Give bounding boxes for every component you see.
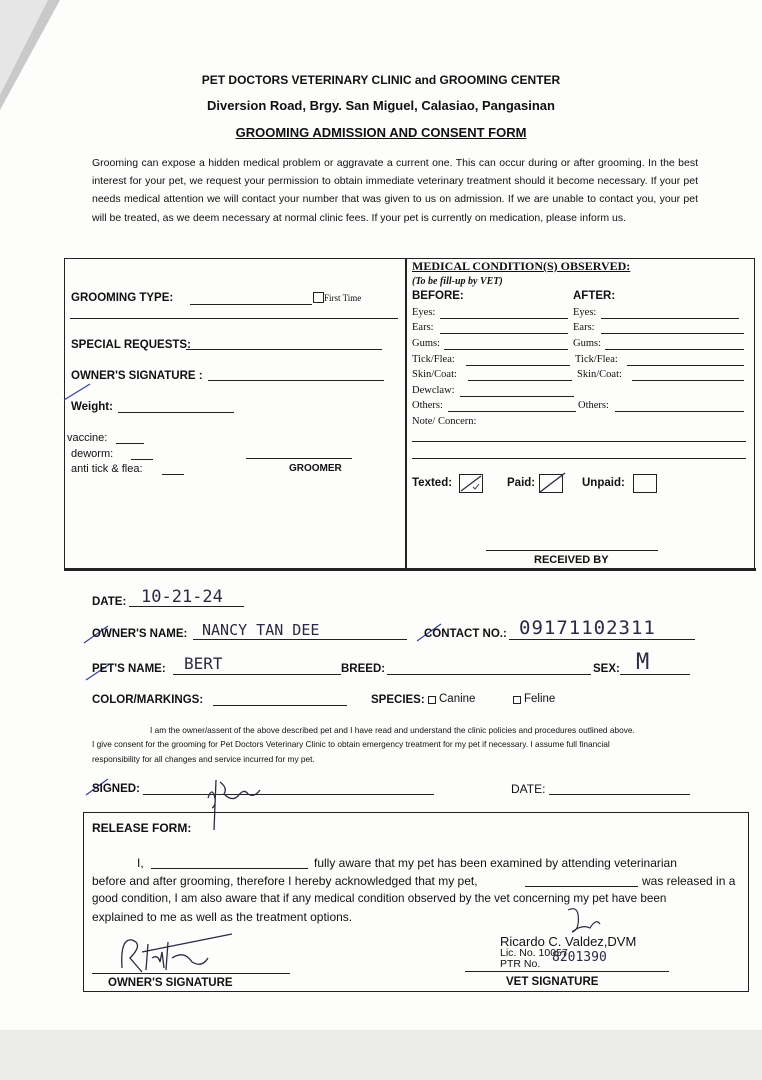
before-tick-flea-label: Tick/Flea: — [412, 354, 455, 365]
release-text-5: explained to me as well as the treatment options. — [92, 910, 353, 924]
note-line-1[interactable] — [412, 441, 746, 442]
release-text-3: was released in a — [642, 874, 736, 888]
before-skin-coat-field[interactable] — [468, 380, 572, 381]
before-dewclaw-field[interactable] — [460, 396, 574, 397]
after-tick-flea-label: Tick/Flea: — [575, 354, 618, 365]
release-pet-field[interactable] — [525, 886, 638, 887]
before-eyes-label: Eyes: — [412, 307, 436, 318]
first-time-label: First Time — [324, 293, 362, 303]
canine-checkbox[interactable] — [428, 696, 436, 704]
groomer-signature-field[interactable] — [246, 458, 352, 459]
before-others-field[interactable] — [448, 411, 576, 412]
before-skin-coat-label: Skin/Coat: — [412, 369, 457, 380]
vet-signature-scribble — [560, 904, 610, 936]
check-mark-icon — [539, 472, 567, 494]
date-label: DATE: — [92, 596, 127, 608]
before-gums-label: Gums: — [412, 338, 441, 349]
contact-label: CONTACT NO.: — [424, 628, 507, 640]
after-gums-label: Gums: — [573, 338, 602, 349]
pet-name-value: BERT — [184, 654, 223, 673]
grooming-type-extra-field[interactable] — [70, 318, 398, 319]
breed-field[interactable] — [387, 674, 591, 675]
received-by-field[interactable] — [486, 550, 658, 551]
first-time-checkbox[interactable] — [313, 292, 324, 303]
weight-label: Weight: — [71, 401, 113, 413]
page-bottom-edge — [0, 1030, 762, 1080]
medical-subtitle: (To be fill-up by VET) — [412, 276, 503, 287]
owner-name-value: NANCY TAN DEE — [202, 621, 320, 639]
medical-title: MEDICAL CONDITION(S) OBSERVED: — [412, 259, 631, 273]
contact-field[interactable] — [509, 639, 695, 640]
special-requests-label: SPECIAL REQUESTS: — [71, 339, 191, 351]
before-ears-field[interactable] — [440, 333, 568, 334]
owner-signature-scribble — [112, 928, 242, 978]
grooming-type-field[interactable] — [190, 304, 312, 305]
vet-ptr-value: 8201390 — [552, 950, 607, 965]
vaccine-label: vaccine: — [67, 432, 108, 444]
anti-tick-field[interactable] — [162, 474, 184, 475]
form-title: GROOMING ADMISSION AND CONSENT FORM — [235, 125, 527, 140]
vet-lic-no: Lic. No. 10057 — [500, 947, 568, 959]
signed-label: SIGNED: — [92, 783, 140, 795]
consent-date-field[interactable] — [549, 794, 690, 795]
grooming-medical-box — [64, 258, 755, 569]
pet-name-field[interactable] — [173, 674, 341, 675]
signed-field[interactable] — [143, 794, 434, 795]
consent-line-2: I give consent for the grooming for Pet Doctors Veterinary Clinic to obtain emergency treatment for my pet if necessary. I assume full financial — [92, 739, 610, 749]
consent-line-1: I am the owner/assent of the above described pet and I have read and understand the clinic policies and procedures outlined above. — [150, 725, 635, 735]
species-label: SPECIES: — [371, 694, 425, 706]
release-text-1: fully aware that my pet has been examined by attending veterinarian — [314, 856, 677, 870]
pet-name-label: PET'S NAME: — [92, 663, 166, 675]
check-mark-icon — [62, 380, 92, 402]
received-by-label: RECEIVED BY — [534, 554, 609, 566]
deworm-label: deworm: — [71, 448, 114, 460]
owner-signature-label: OWNER'S SIGNATURE : — [71, 370, 203, 382]
clinic-address: Diversion Road, Brgy. San Miguel, Calasiao, Pangasinan — [207, 98, 555, 113]
date-value: 10-21-24 — [141, 587, 223, 607]
release-text-4: good condition, I am also aware that if any medical condition observed by the vet concerning my pet have been — [92, 892, 667, 905]
groomer-label: GROOMER — [289, 463, 342, 474]
owner-name-label: OWNER'S NAME: — [92, 628, 188, 640]
feline-checkbox[interactable] — [513, 696, 521, 704]
note-concern-label: Note/ Concern: — [412, 416, 477, 427]
release-owner-signature-label: OWNER'S SIGNATURE — [108, 977, 233, 989]
after-ears-field[interactable] — [601, 333, 744, 334]
check-mark-icon — [459, 474, 483, 494]
before-tick-flea-field[interactable] — [466, 365, 570, 366]
box-bottom-rule — [64, 568, 756, 571]
after-tick-flea-field[interactable] — [627, 365, 744, 366]
release-text-2: before and after grooming, therefore I hereby acknowledged that my pet, — [92, 874, 478, 888]
texted-label: Texted: — [412, 477, 453, 489]
after-eyes-field[interactable] — [601, 318, 739, 319]
unpaid-label: Unpaid: — [582, 477, 625, 489]
release-owner-signature-field[interactable] — [92, 973, 290, 974]
intro-paragraph: Grooming can expose a hidden medical problem or aggravate a current one. This can occur during or after grooming. In the best interest for your pet, we request your permission to obtain immediate veterinary treatment should it become necessary. If your pet needs medical attention we will contact your number that was given to us on admission. If we are unable to contact you, your pet will be treated, as we deem necessary at normal clinic fees. If your pet is currently on medication, please inform us. — [92, 157, 698, 224]
sex-value: M — [636, 650, 650, 675]
grooming-type-label: GROOMING TYPE: — [71, 292, 174, 304]
special-requests-field[interactable] — [186, 349, 382, 350]
consent-date-label: DATE: — [511, 782, 546, 796]
color-markings-label: COLOR/MARKINGS: — [92, 694, 204, 706]
release-name-field[interactable] — [151, 868, 308, 869]
consent-line-3: responsibility for all changes and service incurred for my pet. — [92, 754, 315, 764]
note-line-2[interactable] — [412, 458, 746, 459]
after-gums-field[interactable] — [605, 349, 744, 350]
after-skin-coat-field[interactable] — [632, 380, 744, 381]
owner-name-field[interactable] — [193, 639, 407, 640]
before-ears-label: Ears: — [412, 322, 434, 333]
vet-signature-field[interactable] — [465, 971, 669, 972]
vet-ptr-label: PTR No. — [500, 958, 541, 970]
before-gums-field[interactable] — [444, 349, 568, 350]
weight-field[interactable] — [118, 412, 234, 413]
canine-label: Canine — [439, 693, 476, 705]
before-eyes-field[interactable] — [440, 318, 568, 319]
clinic-name: PET DOCTORS VETERINARY CLINIC and GROOMING CENTER — [201, 73, 561, 87]
before-label: BEFORE: — [412, 290, 464, 302]
release-title: RELEASE FORM: — [92, 821, 192, 835]
after-skin-coat-label: Skin/Coat: — [577, 369, 622, 380]
after-others-field[interactable] — [615, 411, 744, 412]
after-ears-label: Ears: — [573, 322, 595, 333]
after-label: AFTER: — [573, 290, 616, 302]
breed-label: BREED: — [341, 663, 386, 675]
vet-name: Ricardo C. Valdez,DVM — [500, 934, 637, 949]
unpaid-checkbox[interactable] — [633, 474, 657, 493]
box-divider — [405, 258, 407, 569]
contact-value: 09171102311 — [519, 617, 656, 639]
before-others-label: Others: — [412, 400, 443, 411]
sex-label: SEX: — [593, 663, 620, 675]
sex-field[interactable] — [620, 674, 690, 675]
anti-tick-label: anti tick & flea: — [71, 463, 143, 475]
vet-signature-label: VET SIGNATURE — [506, 976, 599, 988]
before-dewclaw-label: Dewclaw: — [412, 385, 455, 396]
release-i-label: I, — [137, 856, 144, 870]
paid-label: Paid: — [507, 477, 536, 489]
after-others-label: Others: — [578, 400, 609, 411]
deworm-field[interactable] — [131, 459, 153, 460]
vaccine-field[interactable] — [116, 443, 144, 444]
feline-label: Feline — [524, 693, 556, 705]
color-markings-field[interactable] — [213, 705, 347, 706]
owner-signature-field[interactable] — [208, 380, 384, 381]
after-eyes-label: Eyes: — [573, 307, 597, 318]
